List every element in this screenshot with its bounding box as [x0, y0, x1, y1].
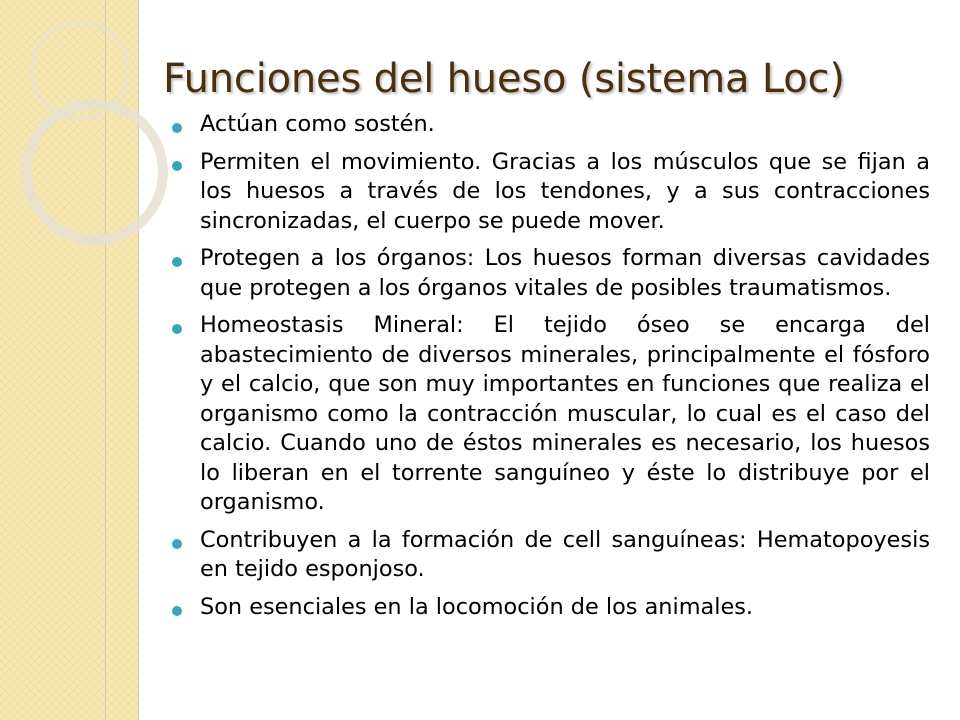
- slide-title: Funciones del hueso (sistema Loc): [163, 56, 845, 102]
- bullet-text: Protegen a los órganos: Los huesos forman diversas cavidades que protegen a los órganos vitales de posibles traumatismos.: [200, 245, 930, 301]
- bullet-text: Homeostasis Mineral: El tejido óseo se encarga del abastecimiento de diversos minerales, principalmente el fósforo y el calcio, que son muy importantes en funciones que realiza el organismo como la contracción muscular, lo cual es el caso del calcio. Cuando uno de éstos minerales es necesario, los huesos lo liberan en el torrente sanguíneo y éste lo distribuye por el organismo.: [200, 312, 930, 515]
- bullet-dot-icon: [172, 257, 182, 267]
- bullet-item: [172, 593, 930, 623]
- bullet-item: [172, 526, 930, 585]
- bullet-dot-icon: [172, 324, 182, 334]
- bullet-text: Actúan como sostén.: [200, 111, 435, 137]
- bullet-item: [172, 110, 930, 140]
- bullet-text: Son esenciales en la locomoción de los animales.: [200, 593, 754, 620]
- bullet-text: Permiten el movimiento. Gracias a los músculos que se fijan a los huesos a través de los tendones, y a sus contracciones sincronizadas, el cuerpo se puede mover.: [200, 148, 930, 234]
- bullet-dot-icon: [172, 161, 182, 171]
- bullet-dot-icon: [172, 539, 182, 549]
- bullet-text: Contribuyen a la formación de cell sanguíneas: Hematopoyesis en tejido esponjoso.: [200, 526, 930, 582]
- bullet-item: [172, 244, 930, 303]
- bullet-dot-icon: [172, 606, 182, 616]
- decorative-rings-graphic: [0, 0, 200, 260]
- bullet-item: [172, 148, 930, 237]
- bullet-dot-icon: [172, 123, 182, 133]
- bullet-item: [172, 311, 930, 518]
- bullet-list: [172, 110, 930, 630]
